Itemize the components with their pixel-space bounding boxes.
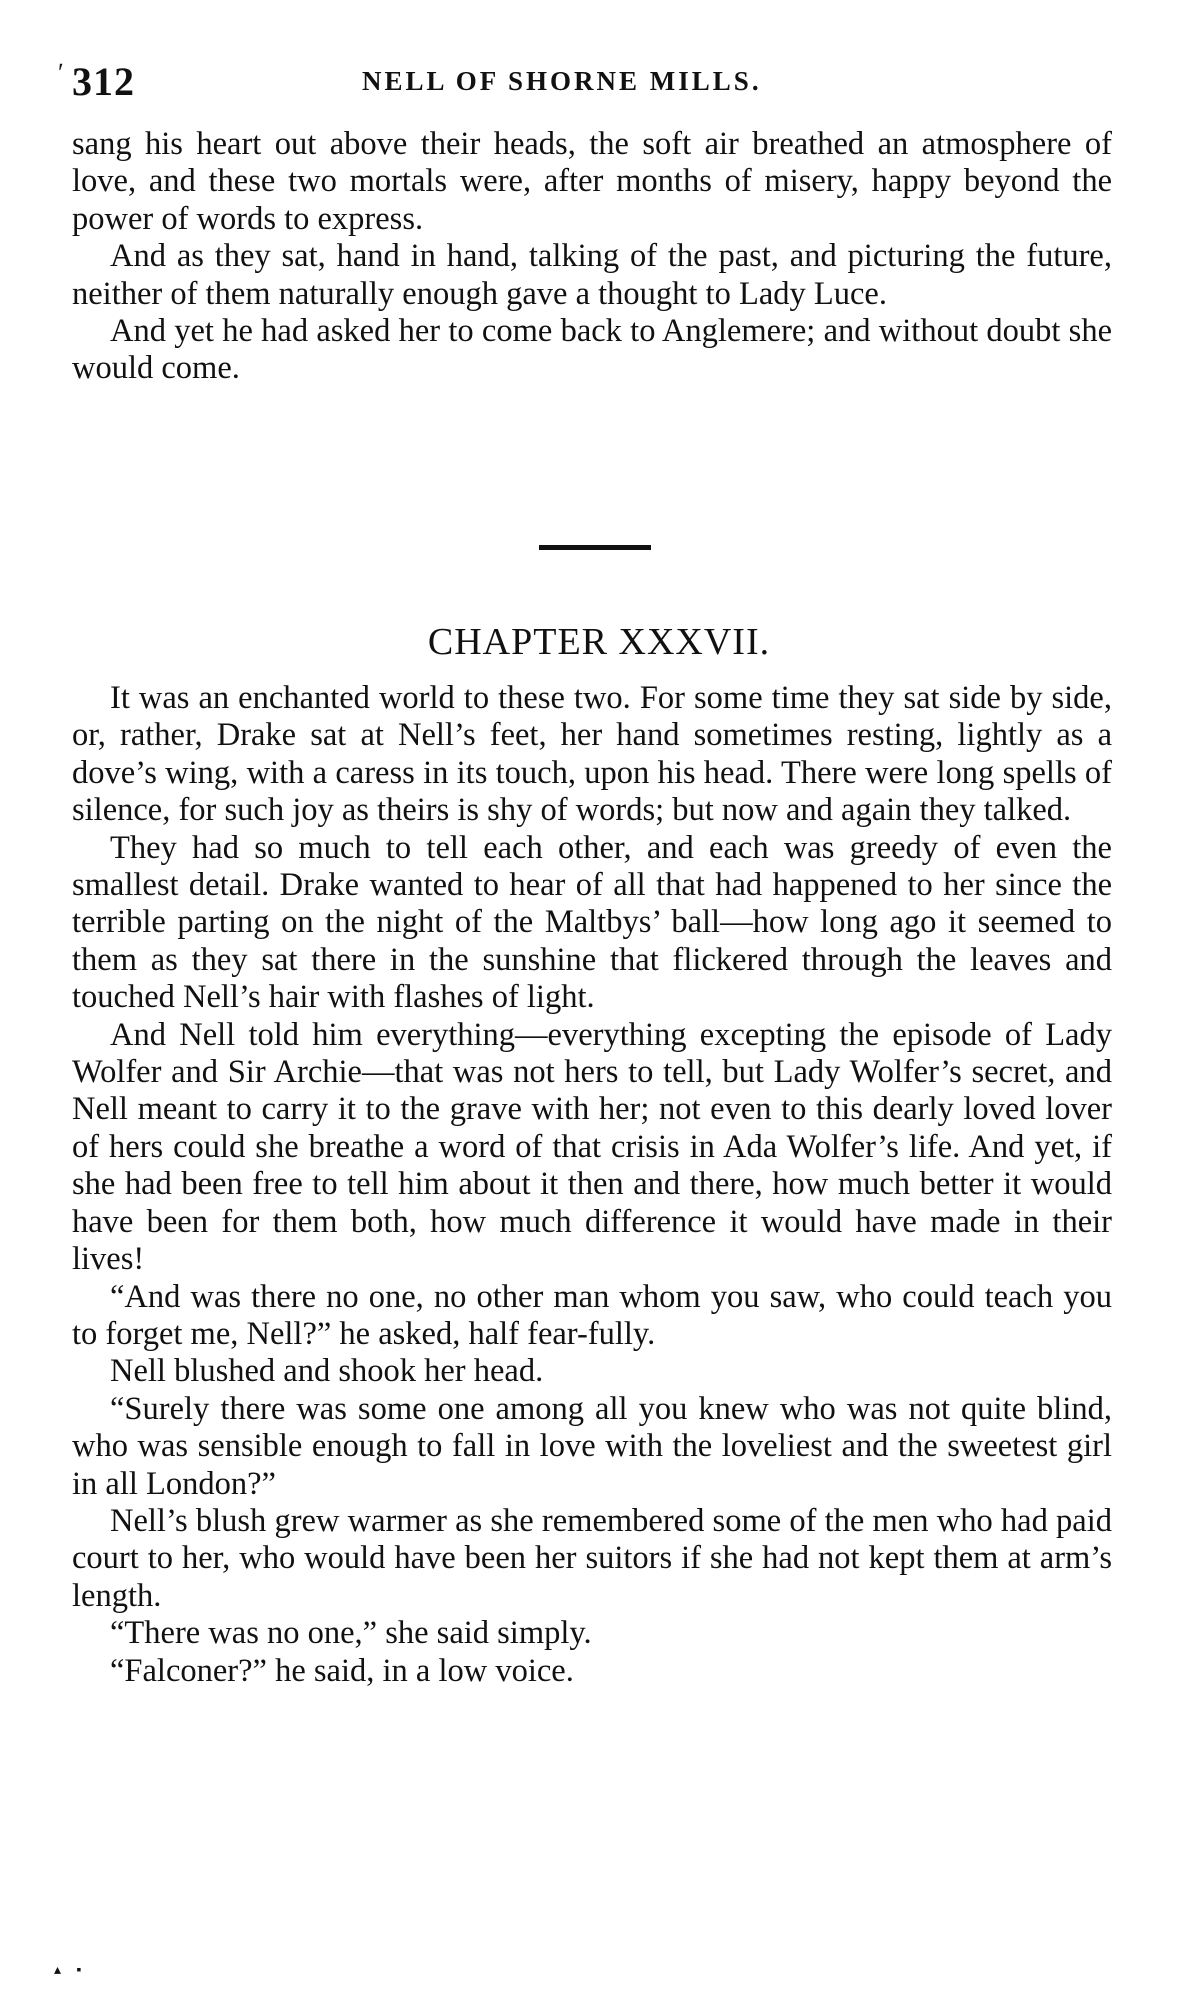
section-divider-rule xyxy=(539,545,651,550)
section-continued-text xyxy=(72,126,1112,388)
paragraph: sang his heart out above their heads, the soft air breathed an atmosphere of love, and these two mortals were, after months of misery, happy beyond the power of words to express. xyxy=(72,126,1112,237)
paragraph: “Surely there was some one among all you knew who was not quite blind, who was sensible enough to fall in love with the loveliest and the sweetest girl in all London?” xyxy=(72,1390,1112,1502)
page-number: 312 xyxy=(72,59,135,104)
chapter-heading: CHAPTER XXXVII. xyxy=(427,621,771,663)
paragraph: They had so much to tell each other, and each was greedy of even the smallest detail. Drake wanted to hear of all that had happened to her since the terrible parting on the night of the Maltbys’ ball—how long ago it seemed to them as they sat there in the sunshine that flickered through the leaves and touched Nell’s hair with flashes of light. xyxy=(72,829,1112,1016)
paragraph: And as they sat, hand in hand, talking of the past, and picturing the future, neither of them naturally enough gave a thought to Lady Luce. xyxy=(72,238,1112,312)
printer-signature-marks: ▴ ▪ xyxy=(54,1963,88,1978)
running-head xyxy=(58,58,1122,108)
printer-tick-mark: ʹ xyxy=(58,58,64,87)
running-title: NELL OF SHORNE MILLS. xyxy=(362,66,762,96)
paragraph: It was an enchanted world to these two. For some time they sat side by side, or, rather, Drake sat at Nell’s feet, her hand sometimes resting, lightly as a dove’s wing, with a caress in its touch, upon his head. There were long spells of silence, for such joy as theirs is shy of words; but now and again they talked. xyxy=(72,680,1112,829)
paragraph: And Nell told him everything—everything excepting the episode of Lady Wolfer and Sir Archie—that was not hers to tell, but Lady Wolfer’s secret, and Nell meant to carry it to the grave with her; not even to this dearly loved lover of hers could she breathe a word of that crisis in Ada Wolfer’s life. And yet, if she had been free to tell him about it then and there, how much better it would have been for them both, how much difference it would have made in their lives! xyxy=(72,1016,1112,1278)
paragraph: “Falconer?” he said, in a low voice. xyxy=(110,1652,574,1689)
paragraph: Nell blushed and shook her head. xyxy=(110,1353,544,1390)
paragraph: “There was no one,” she said simply. xyxy=(110,1615,592,1652)
paragraph: And yet he had asked her to come back to Anglemere; and without doubt she would come. xyxy=(72,313,1112,387)
paragraph: “And was there no one, no other man whom you saw, who could teach you to forget me, Nell?” he asked, half fear-fully. xyxy=(72,1278,1112,1352)
chapter-body-text xyxy=(72,680,1112,1690)
paragraph: Nell’s blush grew warmer as she remembered some of the men who had paid court to her, who would have been her suitors if she had not kept them at arm’s length. xyxy=(72,1502,1112,1614)
